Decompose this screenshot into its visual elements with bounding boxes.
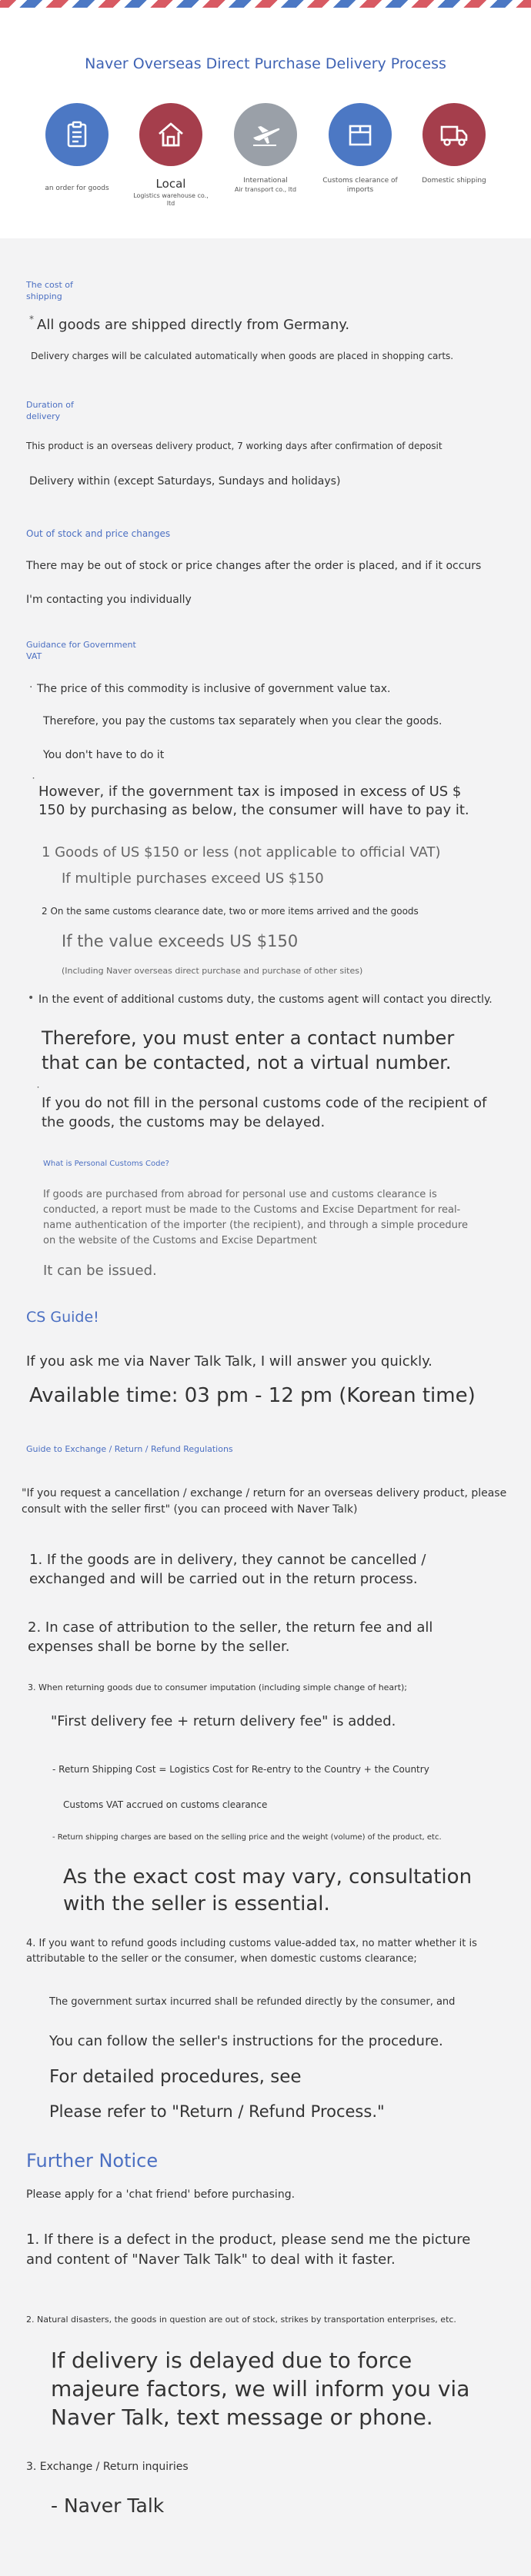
step-local xyxy=(132,103,209,208)
stock-heading: Out of stock and price changes xyxy=(26,528,171,539)
exchange-line13: For detailed procedures, see xyxy=(49,2067,302,2087)
duration-line1: This product is an overseas delivery product, 7 working days after confirmation of deposit xyxy=(26,441,442,451)
notice-line3: 2. Natural disasters, the goods in question are out of stock, strikes by transportation enterprises, etc. xyxy=(26,2315,456,2325)
step-label: Local xyxy=(155,177,186,191)
exchange-line8: - Return shipping charges are based on the selling price and the weight (volume) of the product, etc. xyxy=(52,1833,442,1842)
truck-icon xyxy=(422,103,486,166)
exchange-line6: - Return Shipping Cost = Logistics Cost for Re-entry to the Country + the Country xyxy=(52,1764,429,1775)
vat-line9: (Including Naver overseas direct purchase and purchase of other sites) xyxy=(62,966,363,976)
notice-line4: If delivery is delayed due to force majeure factors, we will inform you via Naver Talk, text message or phone. xyxy=(51,2348,470,2430)
step-label: Customs clearance of imports xyxy=(322,177,398,194)
exchange-line10: 4. If you want to refund goods including customs value-added tax, no matter whether it is attributable to the seller or the consumer, when domestic customs clearance; xyxy=(26,1938,477,1965)
vat-line1: The price of this commodity is inclusive of government value tax. xyxy=(37,683,391,695)
exchange-line1: "If you request a cancellation / exchange / return for an overseas delivery product, please consult with the seller first" (you can proceed with Naver Talk) xyxy=(22,1487,507,1516)
bullet: * xyxy=(29,314,34,324)
step-label: Domestic shipping xyxy=(422,177,486,185)
notice-line6: - Naver Talk xyxy=(51,2494,165,2517)
notice-line5: 3. Exchange / Return inquiries xyxy=(26,2461,189,2473)
exchange-line7: Customs VAT accrued on customs clearance xyxy=(63,1799,268,1810)
exchange-line12: You can follow the seller's instructions for the procedure. xyxy=(49,2033,443,2049)
vat-heading: Guidance for Government VAT xyxy=(26,640,136,661)
duration-heading: Duration of delivery xyxy=(26,400,74,421)
notice-heading: Further Notice xyxy=(26,2150,159,2172)
vat-line6: If multiple purchases exceed US $150 xyxy=(62,870,324,887)
notice-body xyxy=(0,238,531,2576)
exchange-line3: 2. In case of attribution to the seller, the return fee and all expenses shall be borne by the seller. xyxy=(28,1619,433,1656)
vat-line14: If goods are purchased from abroad for personal use and customs clearance is conducted, a report must be made to the Customs and Excise Department for real-name authentication of the importer (the recipient), and through a simple procedure on the website of the Customs and Excise Department xyxy=(43,1189,468,1247)
delivery-process-header xyxy=(0,8,531,238)
step-domestic xyxy=(416,103,493,186)
vat-line15: It can be issued. xyxy=(43,1263,157,1279)
exchange-line14: Please refer to "Return / Refund Process." xyxy=(49,2102,385,2121)
vat-line8: If the value exceeds US $150 xyxy=(62,932,299,950)
cs-line2: Available time: 03 pm - 12 pm (Korean time) xyxy=(29,1384,476,1407)
cost-heading: The cost of shipping xyxy=(26,280,73,301)
step-order xyxy=(38,103,115,194)
stock-line1: There may be out of stock or price changes after the order is placed, and if it occurs xyxy=(26,560,482,572)
exchange-heading: Guide to Exchange / Return / Refund Regulations xyxy=(26,1444,233,1454)
vat-line4: However, if the government tax is imposed in excess of US $ 150 by purchasing as below, the consumer will have to pay it. xyxy=(38,784,469,819)
house-icon xyxy=(139,103,202,166)
vat-line11: Therefore, you must enter a contact number that can be contacted, not a virtual number. xyxy=(42,1027,455,1074)
stock-line2: I'm contacting you individually xyxy=(26,594,192,606)
cs-heading: CS Guide! xyxy=(26,1309,99,1326)
cost-line1: All goods are shipped directly from Germany. xyxy=(37,317,350,333)
vat-line3: You don't have to do it xyxy=(43,749,165,761)
step-sub: Air transport co., ltd xyxy=(234,185,297,193)
step-label: an order for goods xyxy=(45,185,109,192)
clipboard-icon xyxy=(45,103,109,166)
vat-line5: 1 Goods of US $150 or less (not applicable to official VAT) xyxy=(42,844,441,860)
box-icon xyxy=(329,103,392,166)
exchange-line9: As the exact cost may vary, consultation with the seller is essential. xyxy=(63,1865,473,1916)
cs-line1: If you ask me via Naver Talk Talk, I will answer you quickly. xyxy=(26,1353,432,1370)
bullet: ˙ xyxy=(35,1086,41,1098)
exchange-line4: 3. When returning goods due to consumer imputation (including simple change of heart); xyxy=(28,1682,408,1692)
exchange-line5: "First delivery fee + return delivery fee" is added. xyxy=(51,1713,396,1729)
vat-line2: Therefore, you pay the customs tax separately when you clear the goods. xyxy=(43,715,442,727)
bullet: · xyxy=(29,681,33,694)
airplane-icon xyxy=(234,103,297,166)
notice-line2: 1. If there is a defect in the product, please send me the picture and content of "Naver Talk Talk" to deal with it faster. xyxy=(26,2232,471,2268)
bullet: ˙ xyxy=(31,777,36,789)
airmail-border-top xyxy=(0,0,531,8)
vat-line7: 2 On the same customs clearance date, two or more items arrived and the goods xyxy=(42,906,419,917)
exchange-line11: The government surtax incurred shall be refunded directly by the consumer, and xyxy=(49,1996,456,2008)
step-label: International xyxy=(243,177,288,185)
step-international xyxy=(227,103,304,194)
bullet: • xyxy=(28,992,35,1004)
step-sub: Logistics warehouse co., ltd xyxy=(133,191,209,207)
exchange-line2: 1. If the goods are in delivery, they cannot be cancelled / exchanged and will be carried out in the return process. xyxy=(29,1552,426,1588)
step-customs xyxy=(322,103,399,195)
notice-line1: Please apply for a 'chat friend' before purchasing. xyxy=(26,2188,296,2201)
page-title: Naver Overseas Direct Purchase Delivery Process xyxy=(85,55,446,72)
vat-customs-code-link[interactable]: What is Personal Customs Code? xyxy=(43,1160,169,1168)
duration-line2: Delivery within (except Saturdays, Sundays and holidays) xyxy=(29,475,341,488)
vat-line10: In the event of additional customs duty, the customs agent will contact you directly. xyxy=(38,993,493,1006)
cost-line2: Delivery charges will be calculated automatically when goods are placed in shopping carts. xyxy=(31,351,454,361)
vat-line12: If you do not fill in the personal customs code of the recipient of the goods, the customs may be delayed. xyxy=(42,1095,487,1131)
